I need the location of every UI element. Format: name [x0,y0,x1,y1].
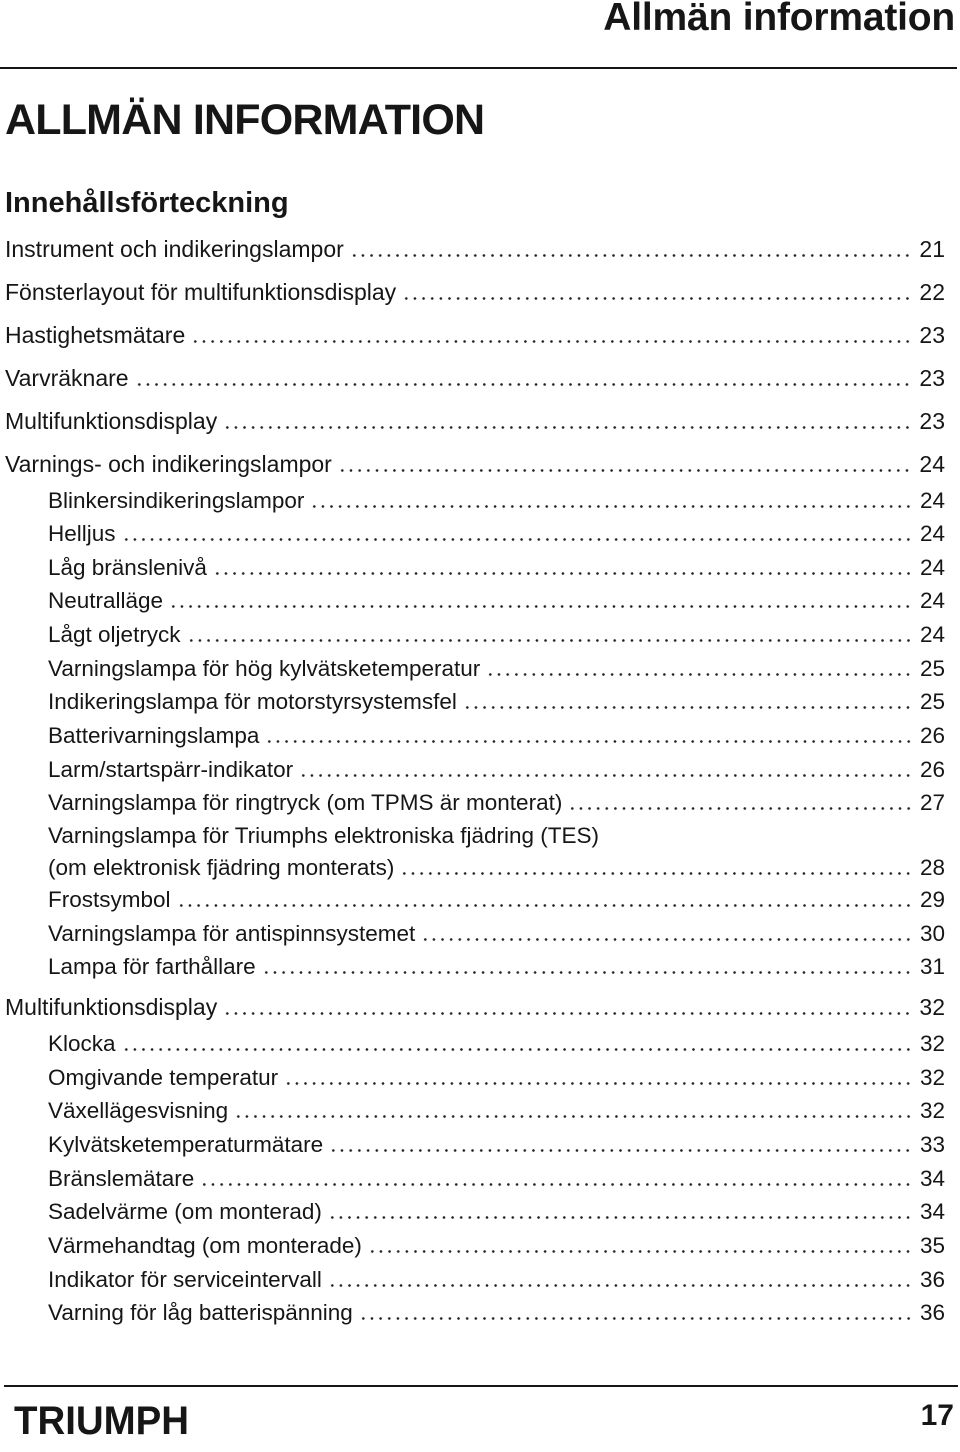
toc-entry-title: Larm/startspärr-indikator [48,756,294,782]
toc-entry-title: Frostsymbol [48,887,171,913]
toc-subentry [5,517,945,551]
toc-entry-page-number: 29 [919,887,945,913]
toc-entry-title: Indikator för serviceintervall [48,1266,322,1292]
toc-entry-title: Blinkersindikeringslampor [48,487,305,513]
toc-entry-title: Lampa för farthållare [48,954,256,980]
toc-entry-title: Batterivarningslampa [48,722,260,748]
toc-heading: Innehållsförteckning [5,187,289,219]
toc-subentry [5,950,945,984]
toc-entry-page-number: 32 [919,994,945,1021]
toc-leader-dots [223,1012,912,1015]
toc-entry-page-number: 24 [919,554,945,580]
toc-entry-title: Varning för låg batterispänning [48,1300,353,1326]
footer-rule [4,1385,958,1387]
toc-subentry [5,1094,945,1128]
toc-entry [5,398,945,441]
toc-entry-page-number: 32 [919,1031,945,1057]
toc-leader-dots [368,1250,913,1253]
toc-subentry [5,1229,945,1263]
toc-leader-dots [402,297,912,300]
toc-entry-title-line: Varningslampa för Triumphs elektroniska fjädring (TES) [48,822,600,848]
toc-leader-dots [265,740,913,743]
toc-entry-page-number: 24 [919,450,945,477]
toc-subentry [5,719,945,753]
toc-entry-page-number: 23 [919,407,945,434]
toc-leader-dots [234,1115,913,1118]
toc-entry-page-number: 22 [919,278,945,305]
toc-entry-title: Multifunktionsdisplay [5,407,218,434]
toc-subentry [5,484,945,518]
toc-entry-page-number: 25 [919,655,945,681]
toc-entry [5,441,945,484]
toc-subentry [5,1296,945,1330]
toc-entry [5,226,945,269]
toc-entry-title: Varningslampa för antispinnsystemet [48,920,416,946]
toc-subentry [5,917,945,951]
toc-subentry [5,1162,945,1196]
toc-entry-page-number: 33 [919,1131,945,1157]
toc-leader-dots [328,1284,913,1287]
header-rule [0,67,957,69]
toc-list [5,226,945,1330]
toc-entry-page-number: 24 [919,588,945,614]
toc-subentry [5,1263,945,1297]
toc-entry-page-number: 23 [919,364,945,391]
toc-entry-page-number: 26 [919,722,945,748]
toc-leader-dots [177,904,913,907]
toc-leader-dots [329,1149,913,1152]
toc-leader-dots [213,572,913,575]
toc-entry-title: Multifunktionsdisplay [5,994,218,1021]
toc-leader-dots [223,426,912,429]
toc-entry-page-number: 34 [919,1199,945,1225]
toc-leader-dots [463,706,913,709]
toc-entry-page-number: 36 [919,1266,945,1292]
toc-entry-title: Varningslampa för hög kylvätsketemperatur [48,655,481,681]
toc-leader-dots [135,383,913,386]
toc-entry-page-number: 36 [919,1300,945,1326]
toc-entry-title: Bränslemätare [48,1165,195,1191]
toc-subentry [5,820,945,883]
toc-entry [5,312,945,355]
toc-subentry [5,685,945,719]
toc-entry-page-number: 27 [919,790,945,816]
toc-leader-dots [421,938,913,941]
toc-entry-title: Värmehandtag (om monterade) [48,1232,362,1258]
toc-entry-title: Låg bränslenivå [48,554,207,580]
toc-leader-dots [350,254,913,257]
toc-entry-title: Instrument och indikeringslampor [5,235,344,262]
toc-entry-title: Indikeringslampa för motorstyrsystemsfel [48,689,457,715]
toc-entry-title: Hastighetsmätare [5,321,186,348]
toc-entry [5,269,945,312]
toc-leader-dots [122,1048,913,1051]
toc-entry-page-number: 32 [919,1098,945,1124]
toc-subentry [5,618,945,652]
toc-entry-title: Varvräknare [5,364,129,391]
toc-entry-title: Växellägesvisning [48,1098,229,1124]
toc-leader-dots [338,469,913,472]
toc-leader-dots [169,605,913,608]
page-title: ALLMÄN INFORMATION [5,96,485,144]
toc-leader-dots [200,1183,913,1186]
toc-subentry [5,584,945,618]
toc-subentry [5,753,945,787]
toc-entry-page-number: 30 [919,920,945,946]
toc-subentry [5,551,945,585]
toc-leader-dots [568,807,913,810]
toc-subentry [5,1128,945,1162]
toc-entry-title: Kylvätsketemperaturmätare [48,1131,324,1157]
toc-leader-dots [299,774,913,777]
toc-entry-page-number: 28 [919,854,945,880]
toc-entry-title: Omgivande temperatur [48,1064,279,1090]
toc-entry-title: Sadelvärme (om monterad) [48,1199,322,1225]
toc-leader-dots [262,971,913,974]
toc-entry-title: Varningslampa för ringtryck (om TPMS är monterat) [48,790,563,816]
toc-entry-page-number: 24 [919,487,945,513]
toc-leader-dots [122,538,913,541]
running-header-title: Allmän information [603,0,955,39]
brand-logo-text: TRIUMPH [14,1399,189,1442]
toc-leader-dots [191,340,912,343]
toc-entry-title: Neutralläge [48,588,164,614]
toc-subentry [5,1027,945,1061]
toc-subentry [5,883,945,917]
toc-entry-page-number: 24 [919,622,945,648]
toc-entry-title: Klocka [48,1031,116,1057]
page-number: 17 [920,1399,954,1432]
toc-entry-page-number: 34 [919,1165,945,1191]
toc-leader-dots [486,673,913,676]
toc-entry-page-number: 21 [919,235,945,262]
toc-subentry [5,652,945,686]
toc-subentry [5,786,945,820]
toc-entry-page-number: 24 [919,521,945,547]
toc-entry-last-line [48,852,945,884]
toc-entry-title: Varnings- och indikeringslampor [5,450,332,477]
toc-leader-dots [328,1216,913,1219]
toc-entry-title: Fönsterlayout för multifunktionsdisplay [5,278,397,305]
toc-entry-page-number: 25 [919,689,945,715]
toc-entry-title: (om elektronisk fjädring monterats) [48,854,395,880]
toc-leader-dots [400,872,913,875]
toc-entry-page-number: 26 [919,756,945,782]
toc-leader-dots [359,1317,913,1320]
toc-leader-dots [284,1082,913,1085]
toc-entry [5,355,945,398]
toc-entry [5,984,945,1027]
toc-entry-title: Lågt oljetryck [48,622,181,648]
toc-subentry [5,1061,945,1095]
toc-entry-page-number: 35 [919,1232,945,1258]
toc-entry-page-number: 31 [919,954,945,980]
toc-leader-dots [310,505,913,508]
toc-entry-title: Helljus [48,521,116,547]
toc-leader-dots [187,639,913,642]
brand-logo [14,1398,194,1442]
toc-entry-page-number: 23 [919,321,945,348]
toc-subentry [5,1195,945,1229]
toc-entry-page-number: 32 [919,1064,945,1090]
